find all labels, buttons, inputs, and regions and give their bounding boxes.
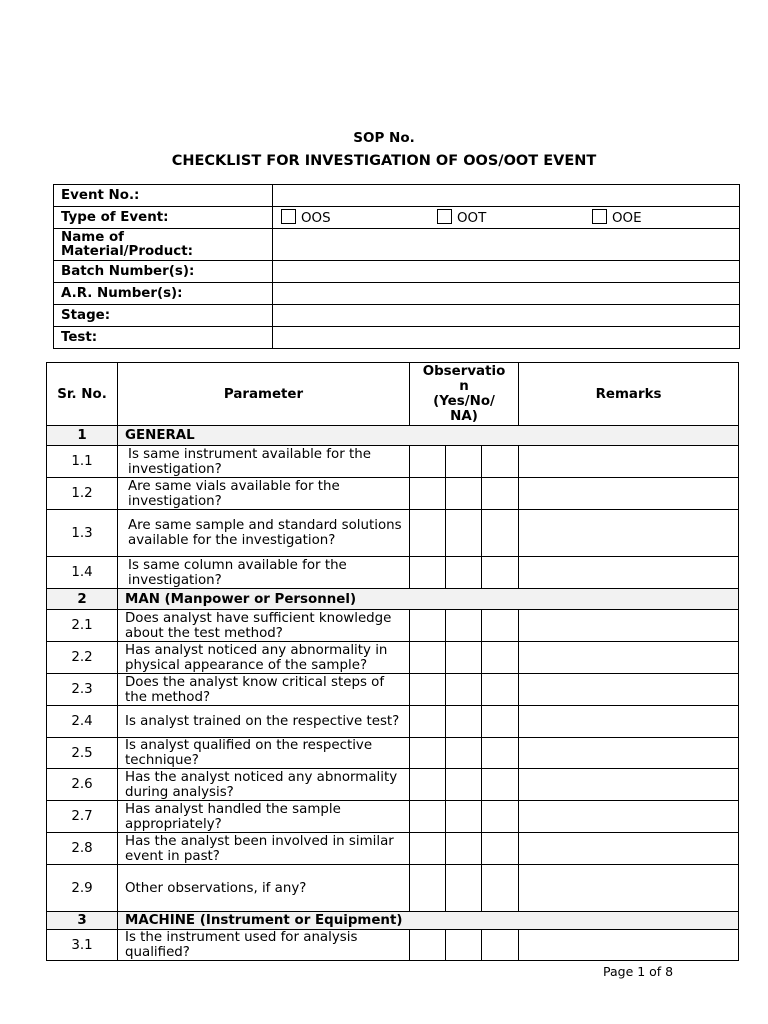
remarks-cell[interactable]: [519, 446, 739, 478]
remarks-cell[interactable]: [519, 706, 739, 738]
observation-no-cell[interactable]: [446, 674, 482, 706]
item-number: 1.3: [47, 510, 118, 557]
item-number: 2.9: [47, 865, 118, 912]
table-row: [47, 478, 739, 510]
remarks-cell[interactable]: [519, 674, 739, 706]
remarks-cell[interactable]: [519, 478, 739, 510]
observation-yes-cell[interactable]: [410, 674, 446, 706]
observation-no-cell[interactable]: [446, 510, 482, 557]
checkbox-icon[interactable]: [437, 209, 452, 224]
item-number: 2.4: [47, 706, 118, 738]
document-title: CHECKLIST FOR INVESTIGATION OF OOS/OOT EVENT: [171, 153, 597, 169]
remarks-cell[interactable]: [519, 510, 739, 557]
observation-na-cell[interactable]: [482, 478, 519, 510]
observation-yes-cell[interactable]: [410, 738, 446, 769]
observation-yes-cell[interactable]: [410, 610, 446, 642]
type-of-event-label: Type of Event:: [54, 207, 273, 229]
type-of-event-options: [273, 207, 740, 229]
observation-yes-cell[interactable]: [410, 706, 446, 738]
section-number: 3: [47, 912, 118, 930]
item-parameter: Is analyst trained on the respective test?: [118, 706, 410, 738]
remarks-cell[interactable]: [519, 865, 739, 912]
observation-yes-cell[interactable]: [410, 510, 446, 557]
observation-no-cell[interactable]: [446, 610, 482, 642]
item-number: 2.5: [47, 738, 118, 769]
observation-na-cell[interactable]: [482, 769, 519, 801]
item-number: 1.1: [47, 446, 118, 478]
ar-number-label: A.R. Number(s):: [54, 283, 273, 305]
table-row: [47, 930, 739, 961]
item-number: 2.7: [47, 801, 118, 833]
event-info-table: [53, 184, 740, 349]
observation-yes-cell[interactable]: [410, 642, 446, 674]
remarks-cell[interactable]: [519, 930, 739, 961]
observation-no-cell[interactable]: [446, 769, 482, 801]
item-parameter: Are same sample and standard solutions available for the investigation?: [118, 510, 410, 557]
remarks-cell[interactable]: [519, 642, 739, 674]
table-row: [47, 674, 739, 706]
stage-label: Stage:: [54, 305, 273, 327]
observation-no-cell[interactable]: [446, 865, 482, 912]
table-row: [47, 801, 739, 833]
item-parameter: Are same vials available for the investigation?: [118, 478, 410, 510]
section-row: [47, 589, 739, 610]
ar-number-field[interactable]: [273, 283, 740, 305]
option-ooe[interactable]: [592, 209, 642, 226]
batch-number-label: Batch Number(s):: [54, 261, 273, 283]
material-field[interactable]: [273, 229, 740, 261]
item-parameter: Has the analyst been involved in similar event in past?: [118, 833, 410, 865]
item-parameter: Is analyst qualified on the respective technique?: [118, 738, 410, 769]
observation-yes-cell[interactable]: [410, 833, 446, 865]
header-observation: [410, 363, 519, 426]
item-number: 2.6: [47, 769, 118, 801]
observation-no-cell[interactable]: [446, 642, 482, 674]
item-parameter: Has analyst handled the sample appropriately?: [118, 801, 410, 833]
item-number: 1.4: [47, 557, 118, 589]
table-row: [47, 738, 739, 769]
observation-na-cell[interactable]: [482, 738, 519, 769]
observation-no-cell[interactable]: [446, 833, 482, 865]
stage-field[interactable]: [273, 305, 740, 327]
remarks-cell[interactable]: [519, 833, 739, 865]
remarks-cell[interactable]: [519, 557, 739, 589]
item-parameter: Has analyst noticed any abnormality in physical appearance of the sample?: [118, 642, 410, 674]
observation-no-cell[interactable]: [446, 478, 482, 510]
observation-no-cell[interactable]: [446, 801, 482, 833]
item-parameter: Other observations, if any?: [118, 865, 410, 912]
section-title: MAN (Manpower or Personnel): [118, 589, 739, 610]
observation-na-cell[interactable]: [482, 557, 519, 589]
item-parameter: Is same instrument available for the investigation?: [118, 446, 410, 478]
section-number: 1: [47, 426, 118, 446]
item-parameter: Does the analyst know critical steps of the method?: [118, 674, 410, 706]
sop-number-label: SOP No.: [353, 130, 415, 146]
table-row: [47, 706, 739, 738]
observation-no-cell[interactable]: [446, 706, 482, 738]
observation-yes-cell[interactable]: [410, 446, 446, 478]
checkbox-icon[interactable]: [281, 209, 296, 224]
option-ooe-label: OOE: [612, 211, 642, 226]
material-label-line1: Name of: [61, 229, 124, 245]
event-no-field[interactable]: [273, 185, 740, 207]
observation-no-cell[interactable]: [446, 557, 482, 589]
observation-na-cell[interactable]: [482, 510, 519, 557]
option-oos[interactable]: [281, 209, 331, 226]
material-label: [54, 229, 273, 261]
table-row: [47, 865, 739, 912]
observation-na-cell[interactable]: [482, 706, 519, 738]
item-number: 2.8: [47, 833, 118, 865]
item-parameter: Is the instrument used for analysis qualified?: [118, 930, 410, 961]
section-row: [47, 912, 739, 930]
item-parameter: Has the analyst noticed any abnormality during analysis?: [118, 769, 410, 801]
option-oos-label: OOS: [301, 211, 331, 226]
table-row: [47, 642, 739, 674]
observation-yes-cell[interactable]: [410, 769, 446, 801]
event-no-label: Event No.:: [54, 185, 273, 207]
table-row: [47, 557, 739, 589]
table-row: [47, 833, 739, 865]
remarks-cell[interactable]: [519, 738, 739, 769]
batch-number-field[interactable]: [273, 261, 740, 283]
table-row: [47, 769, 739, 801]
table-row: [47, 510, 739, 557]
page-number: Page 1 of 8: [603, 964, 674, 979]
header-sr-no: Sr. No.: [47, 363, 118, 426]
observation-yes-cell[interactable]: [410, 557, 446, 589]
header-parameter: Parameter: [118, 363, 410, 426]
test-label: Test:: [54, 327, 273, 349]
option-oot-label: OOT: [457, 211, 487, 226]
observation-yes-cell[interactable]: [410, 801, 446, 833]
remarks-cell[interactable]: [519, 801, 739, 833]
section-row: [47, 426, 739, 446]
option-oot[interactable]: [437, 209, 486, 226]
observation-no-cell[interactable]: [446, 446, 482, 478]
observation-yes-cell[interactable]: [410, 930, 446, 961]
observation-no-cell[interactable]: [446, 930, 482, 961]
remarks-cell[interactable]: [519, 769, 739, 801]
observation-na-cell[interactable]: [482, 833, 519, 865]
section-title: GENERAL: [118, 426, 739, 446]
header-observation-line4: NA): [450, 409, 478, 424]
observation-na-cell[interactable]: [482, 446, 519, 478]
observation-na-cell[interactable]: [482, 610, 519, 642]
table-row: [47, 610, 739, 642]
material-label-line2: Material/Product:: [61, 243, 193, 259]
observation-na-cell[interactable]: [482, 801, 519, 833]
observation-yes-cell[interactable]: [410, 865, 446, 912]
item-number: 3.1: [47, 930, 118, 961]
item-number: 2.2: [47, 642, 118, 674]
item-number: 2.3: [47, 674, 118, 706]
observation-na-cell[interactable]: [482, 642, 519, 674]
checkbox-icon[interactable]: [592, 209, 607, 224]
section-title: MACHINE (Instrument or Equipment): [118, 912, 739, 930]
table-row: [47, 446, 739, 478]
item-number: 2.1: [47, 610, 118, 642]
header-observation-line1: Observatio: [422, 364, 506, 379]
observation-na-cell[interactable]: [482, 674, 519, 706]
section-number: 2: [47, 589, 118, 610]
header-remarks: Remarks: [519, 363, 739, 426]
item-number: 1.2: [47, 478, 118, 510]
observation-no-cell[interactable]: [446, 738, 482, 769]
header-observation-line3: (Yes/No/: [433, 394, 495, 409]
observation-na-cell[interactable]: [482, 930, 519, 961]
observation-na-cell[interactable]: [482, 865, 519, 912]
checklist-table: [46, 362, 739, 961]
item-parameter: Is same column available for the investigation?: [118, 557, 410, 589]
test-field[interactable]: [273, 327, 740, 349]
item-parameter: Does analyst have sufficient knowledge about the test method?: [118, 610, 410, 642]
remarks-cell[interactable]: [519, 610, 739, 642]
observation-yes-cell[interactable]: [410, 478, 446, 510]
header-observation-line2: n: [459, 379, 469, 394]
